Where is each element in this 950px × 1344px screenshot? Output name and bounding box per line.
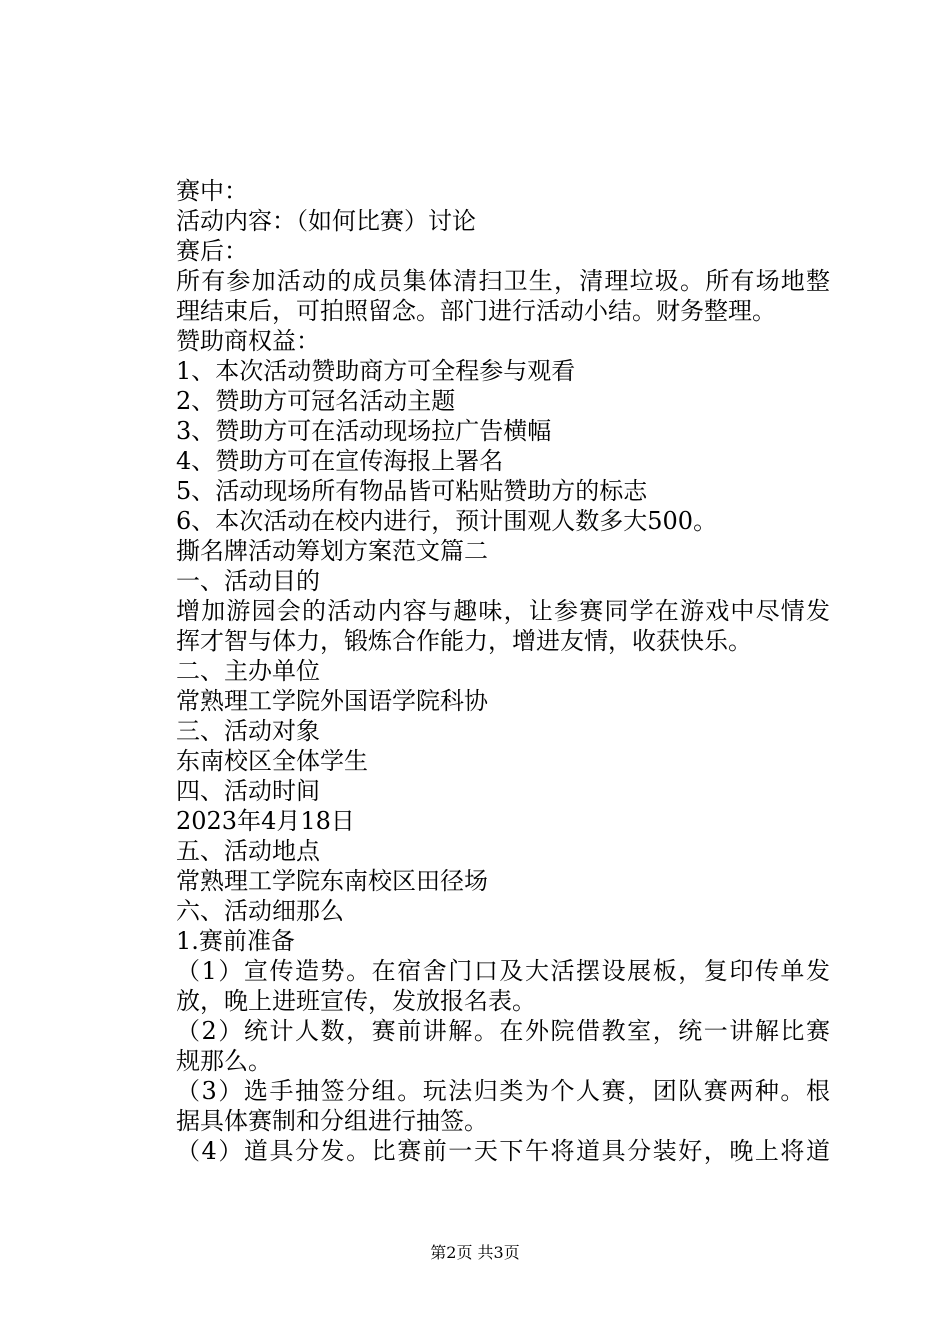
text-line: 东南校区全体学生	[176, 747, 368, 775]
heading: 六、活动细那么	[176, 897, 344, 925]
text-line: 赞助商权益：	[176, 327, 320, 355]
page-footer: 第2页 共3页	[430, 1243, 520, 1262]
text-line: 赛中：	[176, 177, 248, 205]
text-line: （3）选手抽签分组。玩法归类为个人赛，团队赛两种。根	[176, 1077, 830, 1105]
text-line: 常熟理工学院外国语学院科协	[176, 687, 488, 715]
text-line: 挥才智与体力，锻炼合作能力，增进友情，收获快乐。	[176, 627, 752, 655]
text-line: 常熟理工学院东南校区田径场	[176, 867, 488, 895]
text-line: 所有参加活动的成员集体清扫卫生，清理垃圾。所有场地整	[176, 267, 830, 295]
heading: 一、活动目的	[176, 567, 320, 595]
text-line: （2）统计人数，赛前讲解。在外院借教室，统一讲解比赛	[176, 1017, 830, 1045]
text-line: （1）宣传造势。在宿舍门口及大活摆设展板，复印传单发	[176, 957, 830, 985]
text-line: 5、活动现场所有物品皆可粘贴赞助方的标志	[176, 477, 648, 505]
text-line: 2023年4月18日	[176, 807, 355, 835]
text-line: 3、赞助方可在活动现场拉广告横幅	[176, 417, 552, 445]
heading: 二、主办单位	[176, 657, 320, 685]
text-line: 赛后：	[176, 237, 248, 265]
text-line: 2、赞助方可冠名活动主题	[176, 387, 456, 415]
text-line: 活动内容：（如何比赛）讨论	[176, 207, 476, 235]
text-line: 放，晚上进班宣传，发放报名表。	[176, 987, 536, 1015]
text-line: 规那么。	[176, 1047, 272, 1075]
text-line: 4、赞助方可在宣传海报上署名	[176, 447, 504, 475]
text-line: 据具体赛制和分组进行抽签。	[176, 1107, 488, 1135]
heading: 四、活动时间	[176, 777, 320, 805]
heading: 五、活动地点	[176, 837, 320, 865]
subheading: 1.赛前准备	[176, 927, 295, 955]
text-line: 6、本次活动在校内进行，预计围观人数多大500。	[176, 507, 718, 535]
section-title: 撕名牌活动筹划方案范文篇二	[176, 537, 488, 565]
text-line: （4）道具分发。比赛前一天下午将道具分装好，晚上将道	[176, 1137, 830, 1165]
text-line: 增加游园会的活动内容与趣味，让参赛同学在游戏中尽情发	[176, 597, 830, 625]
text-line: 1、本次活动赞助商方可全程参与观看	[176, 357, 576, 385]
text-line: 理结束后，可拍照留念。部门进行活动小结。财务整理。	[176, 297, 776, 325]
heading: 三、活动对象	[176, 717, 320, 745]
